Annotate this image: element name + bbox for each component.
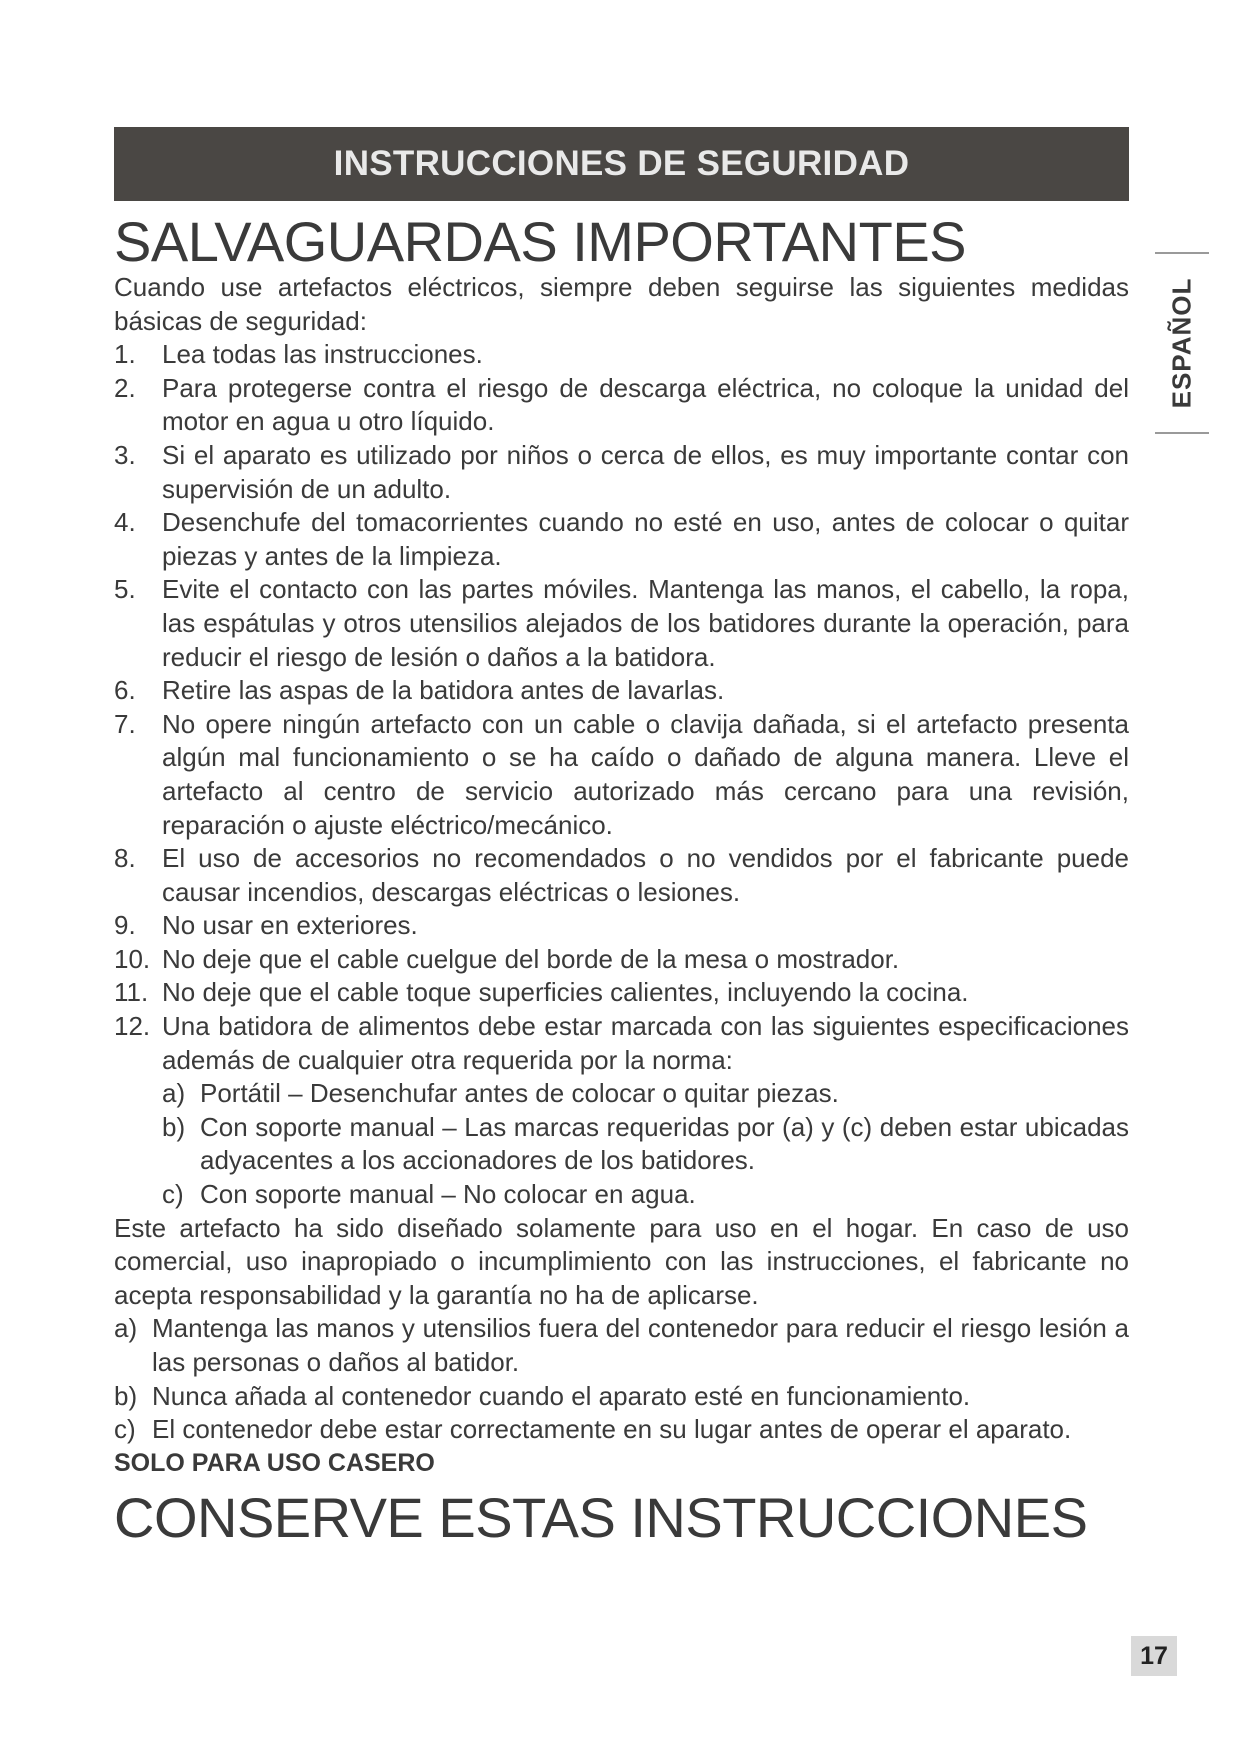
list-item: b) Nunca añada al contenedor cuando el aparato esté en funcionamiento. [114, 1380, 971, 1411]
closing-title: CONSERVE ESTAS INSTRUCCIONES [114, 1486, 1088, 1549]
list-item: 10. No deje que el cable cuelgue del borde de la mesa o mostrador. [114, 943, 900, 974]
list-item: 1. Lea todas las instrucciones. [114, 339, 483, 370]
list-item: 5. Evite el contacto con las partes móviles. Mantenga las manos, el cabello, la ropa, las espátulas y otros utensilios alejados de los batidores durante la operación, para reducir el riesgo de lesión o daños a la batidora. [114, 574, 1129, 672]
list-item: 12. Una batidora de alimentos debe estar marcada con las siguientes especificaciones además de cualquier otra requerida por la norma: [114, 1011, 1129, 1075]
list-item: 7. No opere ningún artefacto con un cable o clavija dañada, si el artefacto presenta algún mal funcionamiento o se ha caído o dañado de alguna manera. Lleve el artefacto al centro de servicio autorizado más cercano para una revisión, reparación o ajuste eléctrico/mecánico. [114, 708, 1129, 840]
main-title: SALVAGUARDAS IMPORTANTES [114, 210, 967, 273]
language-tab [1155, 252, 1209, 434]
disclaimer-paragraph: Este artefacto ha sido diseñado solamente para uso en el hogar. En caso de uso comercial, uso inapropiado o incumplimiento con las instrucciones, el fabricante no acepta responsabilidad y la garantía no ha de aplicarse. [114, 1212, 1129, 1310]
sub-list-item: c) Con soporte manual – No colocar en agua. [162, 1179, 696, 1210]
extra-list [114, 1312, 1129, 1446]
sub-list [162, 1077, 1129, 1211]
page-number: 17 [1131, 1636, 1177, 1676]
list-item: a) Mantenga las manos y utensilios fuera del contenedor para reducir el riesgo lesión a las personas o daños al batidor. [114, 1313, 1129, 1377]
section-header-bar [114, 127, 1129, 201]
list-item: c) El contenedor debe estar correctamente en su lugar antes de operar el aparato. [114, 1414, 1072, 1445]
list-item: 8. El uso de accesorios no recomendados o no vendidos por el fabricante puede causar incendios, descargas eléctricas o lesiones. [114, 843, 1129, 907]
list-item: 2. Para protegerse contra el riesgo de descarga eléctrica, no coloque la unidad del motor en agua u otro líquido. [114, 372, 1129, 437]
list-item: 3. Si el aparato es utilizado por niños o cerca de ellos, es muy importante contar con supervisión de un adulto. [114, 439, 1129, 504]
intro-paragraph: Cuando use artefactos eléctricos, siempre deben seguirse las siguientes medidas básicas de seguridad: [114, 272, 1129, 336]
list-item: 6. Retire las aspas de la batidora antes de lavarlas. [114, 675, 725, 706]
section-title: INSTRUCCIONES DE SEGURIDAD [333, 144, 910, 183]
sub-list-item: a) Portátil – Desenchufar antes de colocar o quitar piezas. [162, 1078, 839, 1109]
sub-list-item: b) Con soporte manual – Las marcas requeridas por (a) y (c) deben estar ubicadas adyacentes a los accionadores de los batidores. [162, 1111, 1129, 1176]
list-item: 4. Desenchufe del tomacorrientes cuando no esté en uso, antes de colocar o quitar piezas y antes de la limpieza. [114, 507, 1129, 571]
household-only-note: SOLO PARA USO CASERO [114, 1448, 435, 1477]
list-item: 9. No usar en exteriores. [114, 910, 418, 941]
numbered-list [114, 338, 1129, 1211]
language-tab-label: ESPAÑOL [1166, 277, 1197, 409]
instructions-body [114, 271, 1129, 1480]
list-item: 11. No deje que el cable toque superficies calientes, incluyendo la cocina. [114, 977, 969, 1008]
